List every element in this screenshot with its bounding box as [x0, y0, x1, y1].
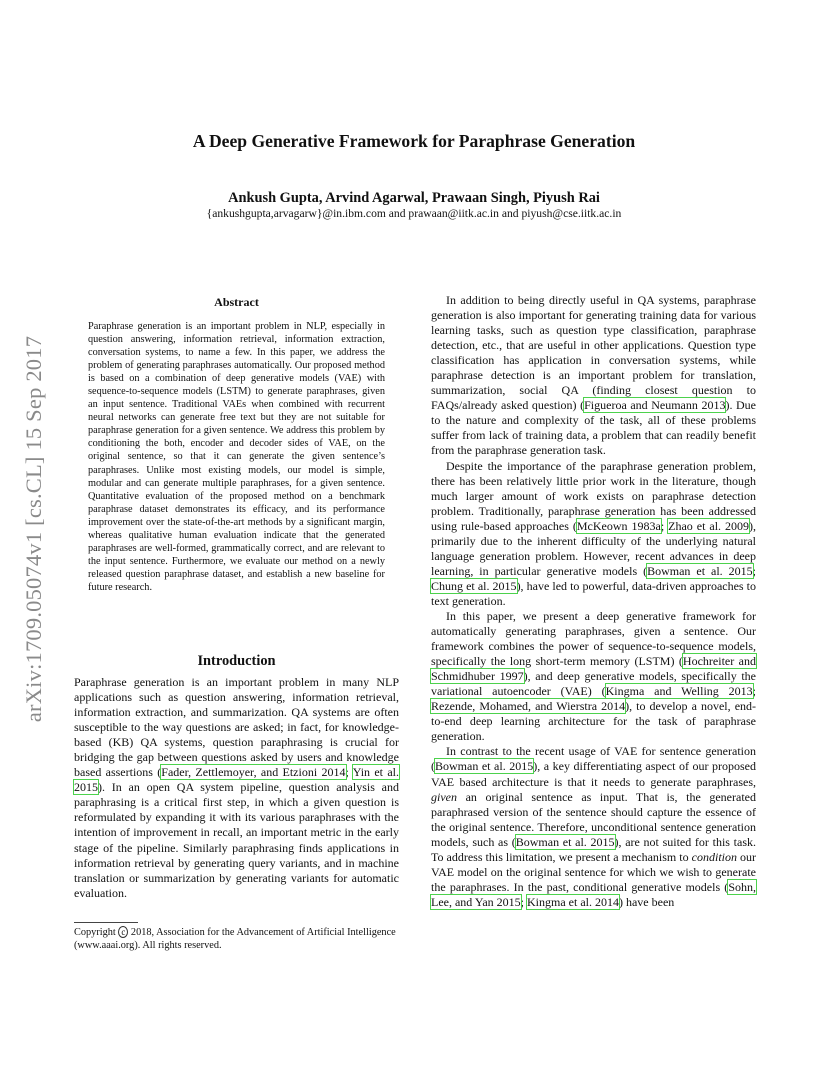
citation-link[interactable]: Fader, Zettlemoyer, and Etzioni 2014 — [161, 765, 346, 780]
abstract-text: Paraphrase generation is an important problem in NLP, especially in question answering, information retrieval, information extraction, conversation systems, to name a few. In this paper, we address the problem of generating paraphrases automatically. Our proposed method is based on a combination of deep generative models (VAE) with sequence-to-sequence models (LSTM) to generate paraphrases, given an input sentence. Traditional VAEs when combined with recurrent neural networks can generate free text but they are not suitable for paraphrase generation for a given sentence. We address this problem by conditioning the both, encoder and decoder sides of VAE, on the original sentence, so that it can generate the given sentence’s paraphrases. Unlike most existing models, our model is simple, modular and can generate multiple paraphrases, for a given sentence. Quantitative evaluation of the proposed method on a benchmark paraphrase dataset demonstrates its efficacy, and its performance improvement over the state-of-the-art methods by a significant margin, whereas qualitative human evaluation indicate that the generated paraphrases are well-formed, grammatically correct, and are relevant to the input sentence. Furthermore, we evaluate our method on a newly released question paraphrase dataset, and establish a new baseline for future research. — [88, 321, 385, 593]
copyright-footnote — [74, 926, 400, 952]
author-list: Ankush Gupta, Arvind Agarwal, Prawaan Singh, Piyush Rai — [228, 190, 600, 206]
body-paragraph — [431, 744, 756, 910]
body-paragraph — [431, 459, 756, 609]
intro-text: ). In an open QA system pipeline, question analysis and paraphrasing is a critical first step, in which a given question is reformulated by expanding it with its various paraphrases with the intention of improvement in recall, an important metric in the early stage of the pipeline. Similarly paraphrasing finds applications in information retrieval by generating query variants, and in machine translation or summarization by generating variants for automatic evaluation. — [74, 780, 399, 900]
body-text: ), to develop a novel, end-to-end deep learning architecture for the task of paraphrase generation. — [431, 699, 757, 744]
citation-link[interactable]: Kingma and Welling 2013 — [605, 684, 753, 699]
citation-separator: ; — [752, 563, 756, 578]
body-paragraph — [431, 293, 756, 459]
citation-link[interactable]: Kingma et al. 2014 — [527, 894, 619, 909]
citation-separator: ; — [660, 518, 669, 533]
copyright-label: Copyright — [74, 927, 116, 938]
copyright-text: 2018, Association for the Advancement of Artificial Intelligence (www.aaai.org). All rights reserved. — [74, 927, 396, 952]
introduction-heading: Introduction — [197, 653, 276, 669]
citation-link[interactable]: Chung et al. 2015 — [431, 578, 517, 593]
citation-link[interactable]: McKeown 1983a — [576, 518, 661, 533]
body-text: Despite the importance of the paraphrase generation problem, there has been relatively little prior work in the literature, though much larger amount of work exists on paraphrase detection problem. Traditionally, paraphrase generation has been addressed using rule-based approaches ( — [431, 458, 756, 533]
body-text: ), and deep generative models, specifically the variational autoencoder (VAE) ( — [431, 669, 756, 699]
right-column-body — [431, 293, 756, 910]
citation-link[interactable]: Bowman et al. 2015 — [647, 563, 753, 578]
abstract — [88, 320, 385, 594]
citation-link[interactable]: Sohn, Lee, and Yan 2015 — [431, 879, 756, 909]
citation-separator: ; — [520, 894, 527, 909]
citation-separator: ; — [752, 684, 756, 699]
body-text: ). Due to the nature and complexity of the task, all of these problems suffer from lack of training data, a problem that can readily benefit from the paraphrase generation task. — [431, 398, 757, 458]
citation-link[interactable]: Hochreiter and Schmidhuber 1997 — [431, 654, 756, 684]
citation-link[interactable]: Yin et al. 2015 — [74, 765, 399, 795]
arxiv-identifier: arXiv:1709.05074v1 [cs.CL] 15 Sep 2017 — [21, 335, 46, 723]
footnote-rule — [74, 922, 138, 923]
citation-link[interactable]: Bowman et al. 2015 — [435, 759, 534, 774]
citation-link[interactable]: Zhao et al. 2009 — [668, 518, 750, 533]
author-emails: {ankushgupta,arvagarw}@in.ibm.com and prawaan@iitk.ac.in and piyush@cse.iitk.ac.in — [206, 207, 622, 220]
citation-link[interactable]: Figueroa and Neumann 2013 — [584, 398, 726, 413]
intro-text: Paraphrase generation is an important problem in many NLP applications such as question answering, information retrieval, information extraction, and summarization. QA systems are often susceptible to the way questions are asked; in fact, for knowledge-based (KB) QA systems, question paraphrasing is crucial for bridging the gap between questions asked by users and knowledge based assertions ( — [74, 675, 399, 780]
introduction-paragraph — [74, 675, 399, 901]
body-text: ), have led to powerful, data-driven approaches to text generation. — [431, 578, 757, 608]
citation-separator: ; — [345, 765, 353, 780]
body-text: In contrast to the recent usage of VAE for sentence generation ( — [431, 744, 756, 774]
introduction-body — [74, 675, 399, 901]
citation-link[interactable]: Rezende, Mohamed, and Wierstra 2014 — [431, 699, 626, 714]
citation-link[interactable]: Bowman et al. 2015 — [515, 834, 615, 849]
paper-title: A Deep Generative Framework for Paraphrase Generation — [192, 131, 636, 151]
copyright-symbol: c — [118, 926, 128, 938]
body-text: ), are not suited for this task. To address this limitation, we present a mechanism to — [431, 834, 756, 864]
body-text: ) have been — [618, 894, 675, 909]
body-text: ), a key differentiating aspect of our proposed VAE based architecture is that it needs to generate paraphrases, — [431, 759, 756, 789]
body-text: our VAE model on the original sentence for which we wish to generate the paraphrases. In the past, conditional generative models ( — [431, 849, 757, 894]
emphasis-text: given — [431, 789, 457, 804]
abstract-heading: Abstract — [214, 295, 259, 309]
emphasis-text: condition — [691, 849, 737, 864]
body-text: In addition to being directly useful in QA systems, paraphrase generation is also important for generating training data for various learning tasks, such as question type classification, paraphrase detection, etc., that are useful in other applications. Question type classification has application in conversation systems, while paraphrase detection is an important problem for translation, summarization, social QA (finding closest question to FAQs/already asked question) ( — [431, 293, 756, 413]
body-text: In this paper, we present a deep generative framework for automatically generating paraphrases, given a sentence. Our framework combines the power of sequence-to-sequence models, specifically the long short-term memory (LSTM) ( — [431, 608, 756, 669]
body-paragraph — [431, 609, 756, 744]
body-text: an original sentence as input. That is, the generated paraphrased version of the sentence should capture the essence of the original sentence. Therefore, unconditional sentence generation models, such as ( — [431, 789, 756, 849]
body-text: ), primarily due to the inherent difficulty of the underlying natural language generation problem. However, recent advances in deep learning, in particular generative models ( — [431, 518, 757, 578]
arxiv-sidebar-stamp — [19, 290, 49, 768]
